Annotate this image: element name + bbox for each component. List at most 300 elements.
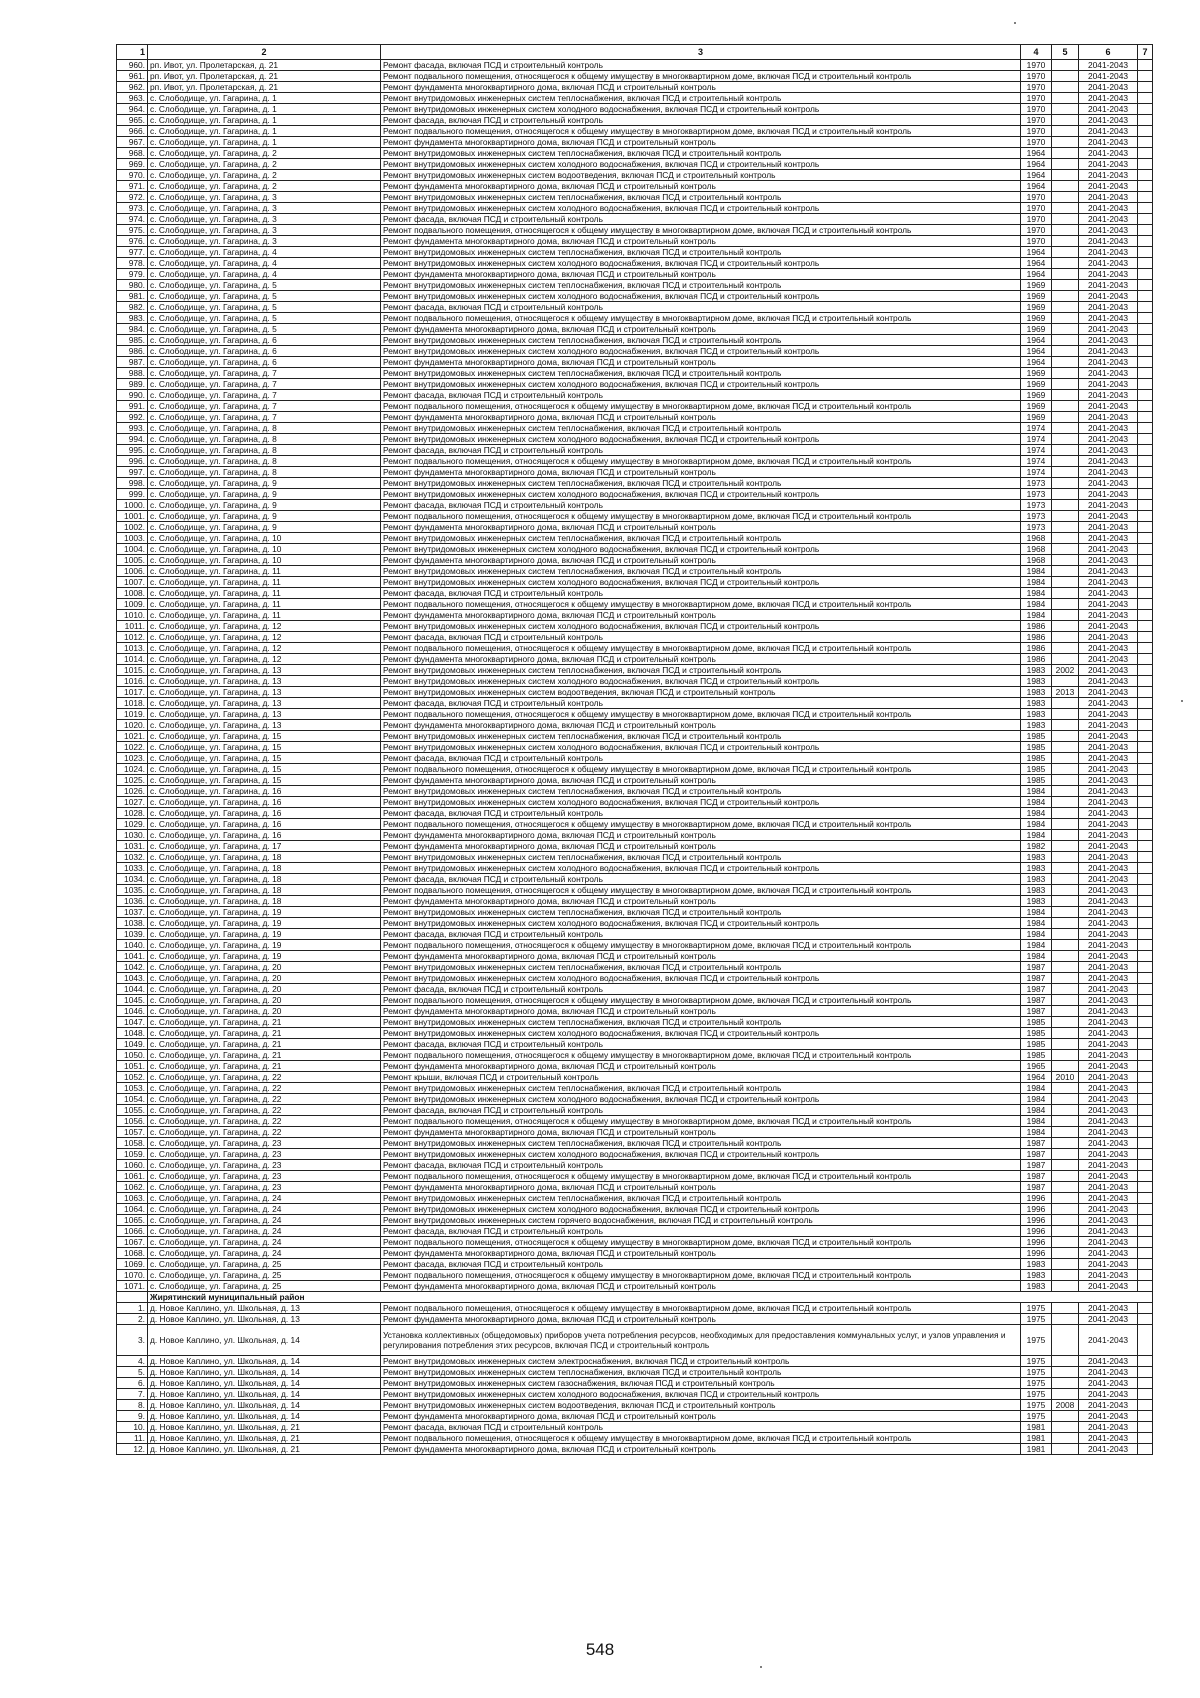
build-year-cell: 1987	[1021, 984, 1052, 995]
address-cell: с. Слободище, ул. Гагарина, д. 24	[148, 1237, 381, 1248]
empty-cell	[1138, 412, 1153, 423]
empty-cell	[1138, 566, 1153, 577]
empty-cell	[1138, 324, 1153, 335]
empty-cell	[1138, 522, 1153, 533]
planned-period-cell: 2041-2043	[1079, 830, 1138, 841]
last-repair-year-cell	[1052, 258, 1079, 269]
planned-period-cell: 2041-2043	[1079, 137, 1138, 148]
planned-period-cell: 2041-2043	[1079, 566, 1138, 577]
work-description-cell: Ремонт внутридомовых инженерных систем теплоснабжения, включая ПСД и строительный контроль	[381, 533, 1021, 544]
empty-cell	[1138, 995, 1153, 1006]
last-repair-year-cell	[1052, 874, 1079, 885]
table-row	[117, 104, 1153, 115]
planned-period-cell: 2041-2043	[1079, 918, 1138, 929]
last-repair-year-cell	[1052, 170, 1079, 181]
planned-period-cell: 2041-2043	[1079, 1389, 1138, 1400]
row-number-cell: 1042.	[117, 962, 148, 973]
build-year-cell: 1984	[1021, 940, 1052, 951]
row-number-cell: 1000.	[117, 500, 148, 511]
address-cell: с. Слободище, ул. Гагарина, д. 23	[148, 1171, 381, 1182]
empty-cell	[1138, 544, 1153, 555]
empty-cell	[1138, 203, 1153, 214]
row-number-cell: 969.	[117, 159, 148, 170]
work-description-cell: Ремонт фасада, включая ПСД и строительный контроль	[381, 115, 1021, 126]
table-row	[117, 577, 1153, 588]
row-number-cell: 1064.	[117, 1204, 148, 1215]
planned-period-cell: 2041-2043	[1079, 104, 1138, 115]
address-cell: с. Слободище, ул. Гагарина, д. 9	[148, 489, 381, 500]
last-repair-year-cell	[1052, 632, 1079, 643]
empty-cell	[1138, 60, 1153, 71]
planned-period-cell: 2041-2043	[1079, 115, 1138, 126]
work-description-cell: Ремонт внутридомовых инженерных систем холодного водоснабжения, включая ПСД и строительный контроль	[381, 621, 1021, 632]
empty-cell	[1138, 1259, 1153, 1270]
planned-period-cell: 2041-2043	[1079, 236, 1138, 247]
empty-cell	[1138, 1127, 1153, 1138]
row-number-cell: 972.	[117, 192, 148, 203]
build-year-cell: 1983	[1021, 1281, 1052, 1292]
build-year-cell: 1974	[1021, 467, 1052, 478]
table-row	[117, 797, 1153, 808]
planned-period-cell: 2041-2043	[1079, 1138, 1138, 1149]
empty-cell	[1138, 1149, 1153, 1160]
last-repair-year-cell	[1052, 555, 1079, 566]
planned-period-cell: 2041-2043	[1079, 951, 1138, 962]
empty-cell	[1138, 1270, 1153, 1281]
last-repair-year-cell	[1052, 1411, 1079, 1422]
last-repair-year-cell	[1052, 467, 1079, 478]
empty-cell	[1138, 1105, 1153, 1116]
row-number-cell: 1035.	[117, 885, 148, 896]
planned-period-cell: 2041-2043	[1079, 654, 1138, 665]
row-number-cell: 1068.	[117, 1248, 148, 1259]
empty-cell	[1138, 643, 1153, 654]
planned-period-cell: 2041-2043	[1079, 247, 1138, 258]
empty-cell	[1138, 929, 1153, 940]
build-year-cell: 1964	[1021, 335, 1052, 346]
build-year-cell: 1969	[1021, 390, 1052, 401]
last-repair-year-cell	[1052, 1083, 1079, 1094]
planned-period-cell: 2041-2043	[1079, 1356, 1138, 1367]
address-cell: с. Слободище, ул. Гагарина, д. 20	[148, 973, 381, 984]
last-repair-year-cell: 2008	[1052, 1400, 1079, 1411]
address-cell: с. Слободище, ул. Гагарина, д. 22	[148, 1116, 381, 1127]
table-row	[117, 93, 1153, 104]
row-number-cell: 996.	[117, 456, 148, 467]
row-number-cell: 992.	[117, 412, 148, 423]
address-cell: с. Слободище, ул. Гагарина, д. 2	[148, 170, 381, 181]
empty-cell	[1138, 1006, 1153, 1017]
address-cell: д. Новое Каплино, ул. Школьная, д. 14	[148, 1411, 381, 1422]
planned-period-cell: 2041-2043	[1079, 896, 1138, 907]
empty-cell	[1138, 621, 1153, 632]
empty-cell	[1138, 1050, 1153, 1061]
build-year-cell: 1983	[1021, 1259, 1052, 1270]
planned-period-cell: 2041-2043	[1079, 225, 1138, 236]
work-description-cell: Ремонт фундамента многоквартирного дома, включая ПСД и строительный контроль	[381, 1281, 1021, 1292]
planned-period-cell: 2041-2043	[1079, 159, 1138, 170]
last-repair-year-cell	[1052, 1248, 1079, 1259]
table-row	[117, 258, 1153, 269]
last-repair-year-cell	[1052, 423, 1079, 434]
address-cell: с. Слободище, ул. Гагарина, д. 18	[148, 852, 381, 863]
last-repair-year-cell	[1052, 500, 1079, 511]
build-year-cell: 1985	[1021, 764, 1052, 775]
empty-cell	[1138, 1083, 1153, 1094]
address-cell: с. Слободище, ул. Гагарина, д. 13	[148, 709, 381, 720]
last-repair-year-cell	[1052, 1050, 1079, 1061]
build-year-cell: 1984	[1021, 786, 1052, 797]
work-description-cell: Ремонт фундамента многоквартирного дома, включая ПСД и строительный контроль	[381, 775, 1021, 786]
planned-period-cell: 2041-2043	[1079, 280, 1138, 291]
last-repair-year-cell	[1052, 357, 1079, 368]
row-number-cell: 12.	[117, 1444, 148, 1455]
row-number-cell: 1037.	[117, 907, 148, 918]
empty-cell	[1138, 93, 1153, 104]
planned-period-cell: 2041-2043	[1079, 1171, 1138, 1182]
last-repair-year-cell	[1052, 1237, 1079, 1248]
build-year-cell: 1970	[1021, 82, 1052, 93]
work-description-cell: Ремонт фасада, включая ПСД и строительный контроль	[381, 1039, 1021, 1050]
build-year-cell: 1964	[1021, 247, 1052, 258]
table-row	[117, 544, 1153, 555]
address-cell: д. Новое Каплино, ул. Школьная, д. 14	[148, 1400, 381, 1411]
address-cell: с. Слободище, ул. Гагарина, д. 8	[148, 423, 381, 434]
table-row	[117, 522, 1153, 533]
last-repair-year-cell	[1052, 390, 1079, 401]
build-year-cell: 1985	[1021, 1028, 1052, 1039]
work-description-cell: Ремонт внутридомовых инженерных систем холодного водоснабжения, включая ПСД и строительный контроль	[381, 1149, 1021, 1160]
empty-cell	[1138, 973, 1153, 984]
planned-period-cell: 2041-2043	[1079, 995, 1138, 1006]
header-col-3: 3	[381, 45, 1021, 60]
row-number-cell: 11.	[117, 1433, 148, 1444]
table-row	[117, 709, 1153, 720]
scan-speck	[1014, 22, 1016, 24]
planned-period-cell: 2041-2043	[1079, 731, 1138, 742]
last-repair-year-cell	[1052, 643, 1079, 654]
section-row	[117, 1292, 1153, 1303]
table-row	[117, 434, 1153, 445]
work-description-cell: Ремонт внутридомовых инженерных систем теплоснабжения, включая ПСД и строительный контроль	[381, 93, 1021, 104]
work-description-cell: Ремонт внутридомовых инженерных систем холодного водоснабжения, включая ПСД и строительный контроль	[381, 863, 1021, 874]
planned-period-cell: 2041-2043	[1079, 478, 1138, 489]
build-year-cell: 1987	[1021, 1160, 1052, 1171]
planned-period-cell: 2041-2043	[1079, 181, 1138, 192]
planned-period-cell: 2041-2043	[1079, 423, 1138, 434]
planned-period-cell: 2041-2043	[1079, 1094, 1138, 1105]
last-repair-year-cell	[1052, 1149, 1079, 1160]
planned-period-cell: 2041-2043	[1079, 214, 1138, 225]
work-description-cell: Ремонт фасада, включая ПСД и строительный контроль	[381, 698, 1021, 709]
table-row	[117, 1116, 1153, 1127]
address-cell: с. Слободище, ул. Гагарина, д. 22	[148, 1094, 381, 1105]
table-row	[117, 357, 1153, 368]
planned-period-cell: 2041-2043	[1079, 1028, 1138, 1039]
address-cell: с. Слободище, ул. Гагарина, д. 15	[148, 742, 381, 753]
address-cell: с. Слободище, ул. Гагарина, д. 12	[148, 621, 381, 632]
work-description-cell: Ремонт внутридомовых инженерных систем теплоснабжения, включая ПСД и строительный контроль	[381, 1193, 1021, 1204]
planned-period-cell: 2041-2043	[1079, 863, 1138, 874]
address-cell: с. Слободище, ул. Гагарина, д. 18	[148, 874, 381, 885]
empty-cell	[1138, 445, 1153, 456]
address-cell: с. Слободище, ул. Гагарина, д. 20	[148, 995, 381, 1006]
planned-period-cell: 2041-2043	[1079, 93, 1138, 104]
last-repair-year-cell	[1052, 1444, 1079, 1455]
address-cell: с. Слободище, ул. Гагарина, д. 10	[148, 544, 381, 555]
row-number-cell: 1058.	[117, 1138, 148, 1149]
table-row	[117, 1400, 1153, 1411]
build-year-cell: 1970	[1021, 214, 1052, 225]
row-number-cell: 1006.	[117, 566, 148, 577]
row-number-cell: 1015.	[117, 665, 148, 676]
last-repair-year-cell	[1052, 852, 1079, 863]
last-repair-year-cell	[1052, 1006, 1079, 1017]
row-number-cell: 1062.	[117, 1182, 148, 1193]
last-repair-year-cell	[1052, 379, 1079, 390]
last-repair-year-cell	[1052, 489, 1079, 500]
row-number-cell: 980.	[117, 280, 148, 291]
empty-cell	[1138, 489, 1153, 500]
planned-period-cell: 2041-2043	[1079, 1083, 1138, 1094]
header-col-2: 2	[148, 45, 381, 60]
last-repair-year-cell	[1052, 896, 1079, 907]
planned-period-cell: 2041-2043	[1079, 621, 1138, 632]
address-cell: д. Новое Каплино, ул. Школьная, д. 13	[148, 1303, 381, 1314]
address-cell: с. Слободище, ул. Гагарина, д. 3	[148, 236, 381, 247]
last-repair-year-cell	[1052, 1204, 1079, 1215]
row-number-cell: 1038.	[117, 918, 148, 929]
build-year-cell: 1983	[1021, 852, 1052, 863]
address-cell: с. Слободище, ул. Гагарина, д. 5	[148, 324, 381, 335]
last-repair-year-cell	[1052, 599, 1079, 610]
last-repair-year-cell	[1052, 115, 1079, 126]
empty-cell	[1138, 951, 1153, 962]
work-description-cell: Ремонт внутридомовых инженерных систем теплоснабжения, включая ПСД и строительный контроль	[381, 1083, 1021, 1094]
empty-cell	[1138, 984, 1153, 995]
row-number-cell: 1021.	[117, 731, 148, 742]
planned-period-cell: 2041-2043	[1079, 401, 1138, 412]
table-row	[117, 1182, 1153, 1193]
address-cell: с. Слободище, ул. Гагарина, д. 16	[148, 808, 381, 819]
planned-period-cell: 2041-2043	[1079, 82, 1138, 93]
build-year-cell: 1981	[1021, 1444, 1052, 1455]
work-description-cell: Ремонт фасада, включая ПСД и строительный контроль	[381, 1422, 1021, 1433]
work-description-cell: Ремонт фундамента многоквартирного дома, включая ПСД и строительный контроль	[381, 82, 1021, 93]
row-number-cell: 1066.	[117, 1226, 148, 1237]
work-description-cell: Ремонт внутридомовых инженерных систем теплоснабжения, включая ПСД и строительный контроль	[381, 907, 1021, 918]
last-repair-year-cell	[1052, 269, 1079, 280]
table-row	[117, 863, 1153, 874]
build-year-cell: 1970	[1021, 225, 1052, 236]
row-number-cell: 1056.	[117, 1116, 148, 1127]
planned-period-cell: 2041-2043	[1079, 1248, 1138, 1259]
table-row	[117, 1356, 1153, 1367]
empty-cell	[1138, 390, 1153, 401]
last-repair-year-cell	[1052, 863, 1079, 874]
work-description-cell: Ремонт внутридомовых инженерных систем теплоснабжения, включая ПСД и строительный контроль	[381, 280, 1021, 291]
table-row	[117, 82, 1153, 93]
address-cell: рп. Ивот, ул. Пролетарская, д. 21	[148, 71, 381, 82]
row-number-cell: 973.	[117, 203, 148, 214]
work-description-cell: Ремонт внутридомовых инженерных систем теплоснабжения, включая ПСД и строительный контроль	[381, 962, 1021, 973]
planned-period-cell: 2041-2043	[1079, 764, 1138, 775]
work-description-cell: Ремонт подвального помещения, относящегося к общему имуществу в многоквартирном доме, включая ПСД и строительный контроль	[381, 819, 1021, 830]
last-repair-year-cell	[1052, 764, 1079, 775]
empty-cell	[1138, 874, 1153, 885]
last-repair-year-cell	[1052, 456, 1079, 467]
last-repair-year-cell	[1052, 434, 1079, 445]
table-row	[117, 676, 1153, 687]
planned-period-cell: 2041-2043	[1079, 511, 1138, 522]
address-cell: с. Слободище, ул. Гагарина, д. 5	[148, 291, 381, 302]
row-number-cell: 1030.	[117, 830, 148, 841]
last-repair-year-cell	[1052, 918, 1079, 929]
build-year-cell: 1984	[1021, 1094, 1052, 1105]
last-repair-year-cell	[1052, 104, 1079, 115]
work-description-cell: Ремонт фундамента многоквартирного дома, включая ПСД и строительный контроль	[381, 841, 1021, 852]
address-cell: с. Слободище, ул. Гагарина, д. 12	[148, 643, 381, 654]
work-description-cell: Ремонт фундамента многоквартирного дома, включая ПСД и строительный контроль	[381, 830, 1021, 841]
address-cell: с. Слободище, ул. Гагарина, д. 24	[148, 1215, 381, 1226]
work-description-cell: Установка коллективных (общедомовых) приборов учета потребления ресурсов, необходимых для предоставления коммунальных услуг, и узлов управления и регулирования потребления этих ресурсов, включая ПСД и строительный контроль	[381, 1325, 1021, 1356]
table-row	[117, 830, 1153, 841]
row-number-cell: 1009.	[117, 599, 148, 610]
last-repair-year-cell	[1052, 126, 1079, 137]
address-cell: с. Слободище, ул. Гагарина, д. 19	[148, 951, 381, 962]
address-cell: с. Слободище, ул. Гагарина, д. 10	[148, 533, 381, 544]
planned-period-cell: 2041-2043	[1079, 324, 1138, 335]
address-cell: с. Слободище, ул. Гагарина, д. 10	[148, 555, 381, 566]
table-row	[117, 368, 1153, 379]
work-description-cell: Ремонт внутридомовых инженерных систем теплоснабжения, включая ПСД и строительный контроль	[381, 368, 1021, 379]
row-number-cell: 960.	[117, 60, 148, 71]
empty-cell	[1138, 1281, 1153, 1292]
build-year-cell: 1970	[1021, 203, 1052, 214]
address-cell: с. Слободище, ул. Гагарина, д. 1	[148, 93, 381, 104]
work-description-cell: Ремонт фундамента многоквартирного дома, включая ПСД и строительный контроль	[381, 951, 1021, 962]
build-year-cell: 1983	[1021, 709, 1052, 720]
build-year-cell: 1986	[1021, 632, 1052, 643]
build-year-cell: 1964	[1021, 148, 1052, 159]
build-year-cell: 1968	[1021, 555, 1052, 566]
build-year-cell: 1987	[1021, 995, 1052, 1006]
build-year-cell: 1987	[1021, 973, 1052, 984]
table-row	[117, 841, 1153, 852]
planned-period-cell: 2041-2043	[1079, 577, 1138, 588]
table-row	[117, 1422, 1153, 1433]
work-description-cell: Ремонт подвального помещения, относящегося к общему имуществу в многоквартирном доме, включая ПСД и строительный контроль	[381, 71, 1021, 82]
last-repair-year-cell	[1052, 1378, 1079, 1389]
last-repair-year-cell	[1052, 412, 1079, 423]
build-year-cell: 1983	[1021, 896, 1052, 907]
table-row	[117, 280, 1153, 291]
table-row	[117, 742, 1153, 753]
work-description-cell: Ремонт фасада, включая ПСД и строительный контроль	[381, 984, 1021, 995]
table-row	[117, 489, 1153, 500]
planned-period-cell: 2041-2043	[1079, 1006, 1138, 1017]
build-year-cell: 1985	[1021, 1050, 1052, 1061]
work-description-cell: Ремонт внутридомовых инженерных систем холодного водоснабжения, включая ПСД и строительный контроль	[381, 797, 1021, 808]
empty-cell	[1138, 852, 1153, 863]
build-year-cell: 1970	[1021, 192, 1052, 203]
row-number-cell: 993.	[117, 423, 148, 434]
table-row	[117, 1259, 1153, 1270]
address-cell: д. Новое Каплино, ул. Школьная, д. 21	[148, 1422, 381, 1433]
last-repair-year-cell	[1052, 247, 1079, 258]
last-repair-year-cell	[1052, 1303, 1079, 1314]
row-number-cell: 1040.	[117, 940, 148, 951]
planned-period-cell: 2041-2043	[1079, 1127, 1138, 1138]
last-repair-year-cell: 2013	[1052, 687, 1079, 698]
table-row	[117, 1083, 1153, 1094]
address-cell: с. Слободище, ул. Гагарина, д. 9	[148, 500, 381, 511]
table-row	[117, 962, 1153, 973]
build-year-cell: 1969	[1021, 324, 1052, 335]
address-cell: с. Слободище, ул. Гагарина, д. 12	[148, 632, 381, 643]
build-year-cell: 1964	[1021, 357, 1052, 368]
table-row	[117, 456, 1153, 467]
build-year-cell: 1987	[1021, 1149, 1052, 1160]
row-number-cell: 999.	[117, 489, 148, 500]
last-repair-year-cell	[1052, 1094, 1079, 1105]
work-description-cell: Ремонт внутридомовых инженерных систем холодного водоснабжения, включая ПСД и строительный контроль	[381, 203, 1021, 214]
empty-cell	[1138, 456, 1153, 467]
build-year-cell: 1984	[1021, 599, 1052, 610]
row-number-cell: 1002.	[117, 522, 148, 533]
work-description-cell: Ремонт внутридомовых инженерных систем холодного водоснабжения, включая ПСД и строительный контроль	[381, 1204, 1021, 1215]
work-description-cell: Ремонт внутридомовых инженерных систем холодного водоснабжения, включая ПСД и строительный контроль	[381, 676, 1021, 687]
empty-cell	[1138, 379, 1153, 390]
last-repair-year-cell	[1052, 819, 1079, 830]
work-description-cell: Ремонт фундамента многоквартирного дома, включая ПСД и строительный контроль	[381, 1411, 1021, 1422]
row-number-cell: 1050.	[117, 1050, 148, 1061]
work-description-cell: Ремонт фундамента многоквартирного дома, включая ПСД и строительный контроль	[381, 555, 1021, 566]
empty-cell	[1138, 313, 1153, 324]
empty-cell	[1138, 1061, 1153, 1072]
work-description-cell: Ремонт подвального помещения, относящегося к общему имуществу в многоквартирном доме, включая ПСД и строительный контроль	[381, 885, 1021, 896]
work-description-cell: Ремонт подвального помещения, относящегося к общему имуществу в многоквартирном доме, включая ПСД и строительный контроль	[381, 1050, 1021, 1061]
last-repair-year-cell	[1052, 544, 1079, 555]
last-repair-year-cell	[1052, 1433, 1079, 1444]
empty-cell	[1138, 599, 1153, 610]
table-row	[117, 885, 1153, 896]
address-cell: с. Слободище, ул. Гагарина, д. 16	[148, 797, 381, 808]
planned-period-cell: 2041-2043	[1079, 1325, 1138, 1356]
row-number-cell: 1036.	[117, 896, 148, 907]
work-description-cell: Ремонт фундамента многоквартирного дома, включая ПСД и строительный контроль	[381, 522, 1021, 533]
build-year-cell: 1984	[1021, 819, 1052, 830]
last-repair-year-cell	[1052, 654, 1079, 665]
build-year-cell: 1984	[1021, 907, 1052, 918]
empty-cell	[1138, 1138, 1153, 1149]
row-number-cell: 1054.	[117, 1094, 148, 1105]
empty-cell	[1138, 896, 1153, 907]
empty-cell	[1138, 654, 1153, 665]
last-repair-year-cell	[1052, 1116, 1079, 1127]
work-description-cell: Ремонт внутридомовых инженерных систем теплоснабжения, включая ПСД и строительный контроль	[381, 478, 1021, 489]
planned-period-cell: 2041-2043	[1079, 379, 1138, 390]
address-cell: с. Слободище, ул. Гагарина, д. 2	[148, 159, 381, 170]
planned-period-cell: 2041-2043	[1079, 1400, 1138, 1411]
table-row	[117, 786, 1153, 797]
planned-period-cell: 2041-2043	[1079, 852, 1138, 863]
last-repair-year-cell	[1052, 577, 1079, 588]
empty-cell	[1138, 280, 1153, 291]
row-number-cell: 965.	[117, 115, 148, 126]
work-description-cell: Ремонт фундамента многоквартирного дома, включая ПСД и строительный контроль	[381, 236, 1021, 247]
build-year-cell: 1975	[1021, 1389, 1052, 1400]
